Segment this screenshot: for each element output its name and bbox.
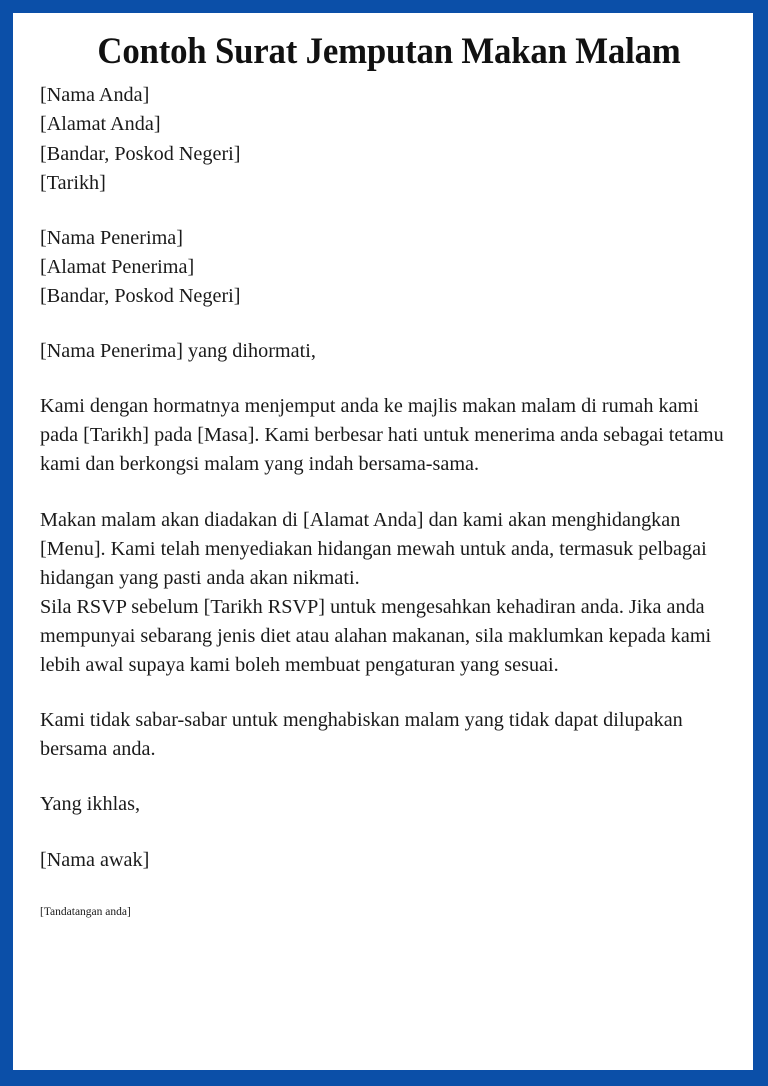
block-spacer <box>40 198 728 224</box>
sender-line: [Tarikh] <box>40 171 106 194</box>
block-spacer <box>40 764 728 790</box>
signature-note: [Tandatangan anda] <box>40 905 131 918</box>
page-border-top <box>0 0 768 13</box>
letter-content <box>40 28 738 920</box>
letter-body <box>40 81 728 874</box>
sender-line: [Bandar, Poskod Negeri] <box>40 142 241 165</box>
page-border-right <box>753 0 768 1086</box>
closing-salutation: Yang ikhlas, <box>40 793 141 816</box>
sender-line: [Alamat Anda] <box>40 113 161 136</box>
sender-line: [Nama Anda] <box>40 84 150 107</box>
block-spacer <box>40 480 728 506</box>
recipient-line: [Alamat Penerima] <box>40 255 195 278</box>
body-paragraph: Makan malam akan diadakan di [Alamat Anda] dan kami akan menghidangkan [Menu]. Kami telah menyediakan hidangan mewah untuk anda, termasuk pelbagai hidangan yang pasti anda akan nikmati. <box>40 508 712 589</box>
block-spacer <box>40 820 728 846</box>
page-border-bottom <box>0 1070 768 1086</box>
recipient-address-block <box>40 224 728 311</box>
page-title: Contoh Surat Jemputan Makan Malam <box>97 31 681 72</box>
body-paragraph: Kami tidak sabar-sabar untuk menghabiskan malam yang tidak dapat dilupakan bersama anda. <box>40 709 688 761</box>
sender-address-block <box>40 81 728 197</box>
block-spacer <box>40 311 728 337</box>
block-spacer <box>40 680 728 706</box>
page-sheet <box>13 13 753 1070</box>
body-paragraph: Sila RSVP sebelum [Tarikh RSVP] untuk mengesahkan kehadiran anda. Jika anda mempunyai sebarang jenis diet atau alahan makanan, sila maklumkan kepada kami lebih awal supaya kami boleh membuat pengaturan yang sesuai. <box>40 595 717 677</box>
salutation: [Nama Penerima] yang dihormati, <box>40 340 316 363</box>
page-border-left <box>0 0 13 1086</box>
body-paragraph: Kami dengan hormatnya menjemput anda ke majlis makan malam di rumah kami pada [Tarikh] pada [Masa]. Kami berbesar hati untuk menerima anda sebagai tetamu kami dan berkongsi malam yang indah bersama-sama. <box>40 395 729 476</box>
signer-name: [Nama awak] <box>40 848 150 871</box>
recipient-line: [Nama Penerima] <box>40 226 183 249</box>
block-spacer <box>40 366 728 392</box>
recipient-line: [Bandar, Poskod Negeri] <box>40 285 241 308</box>
